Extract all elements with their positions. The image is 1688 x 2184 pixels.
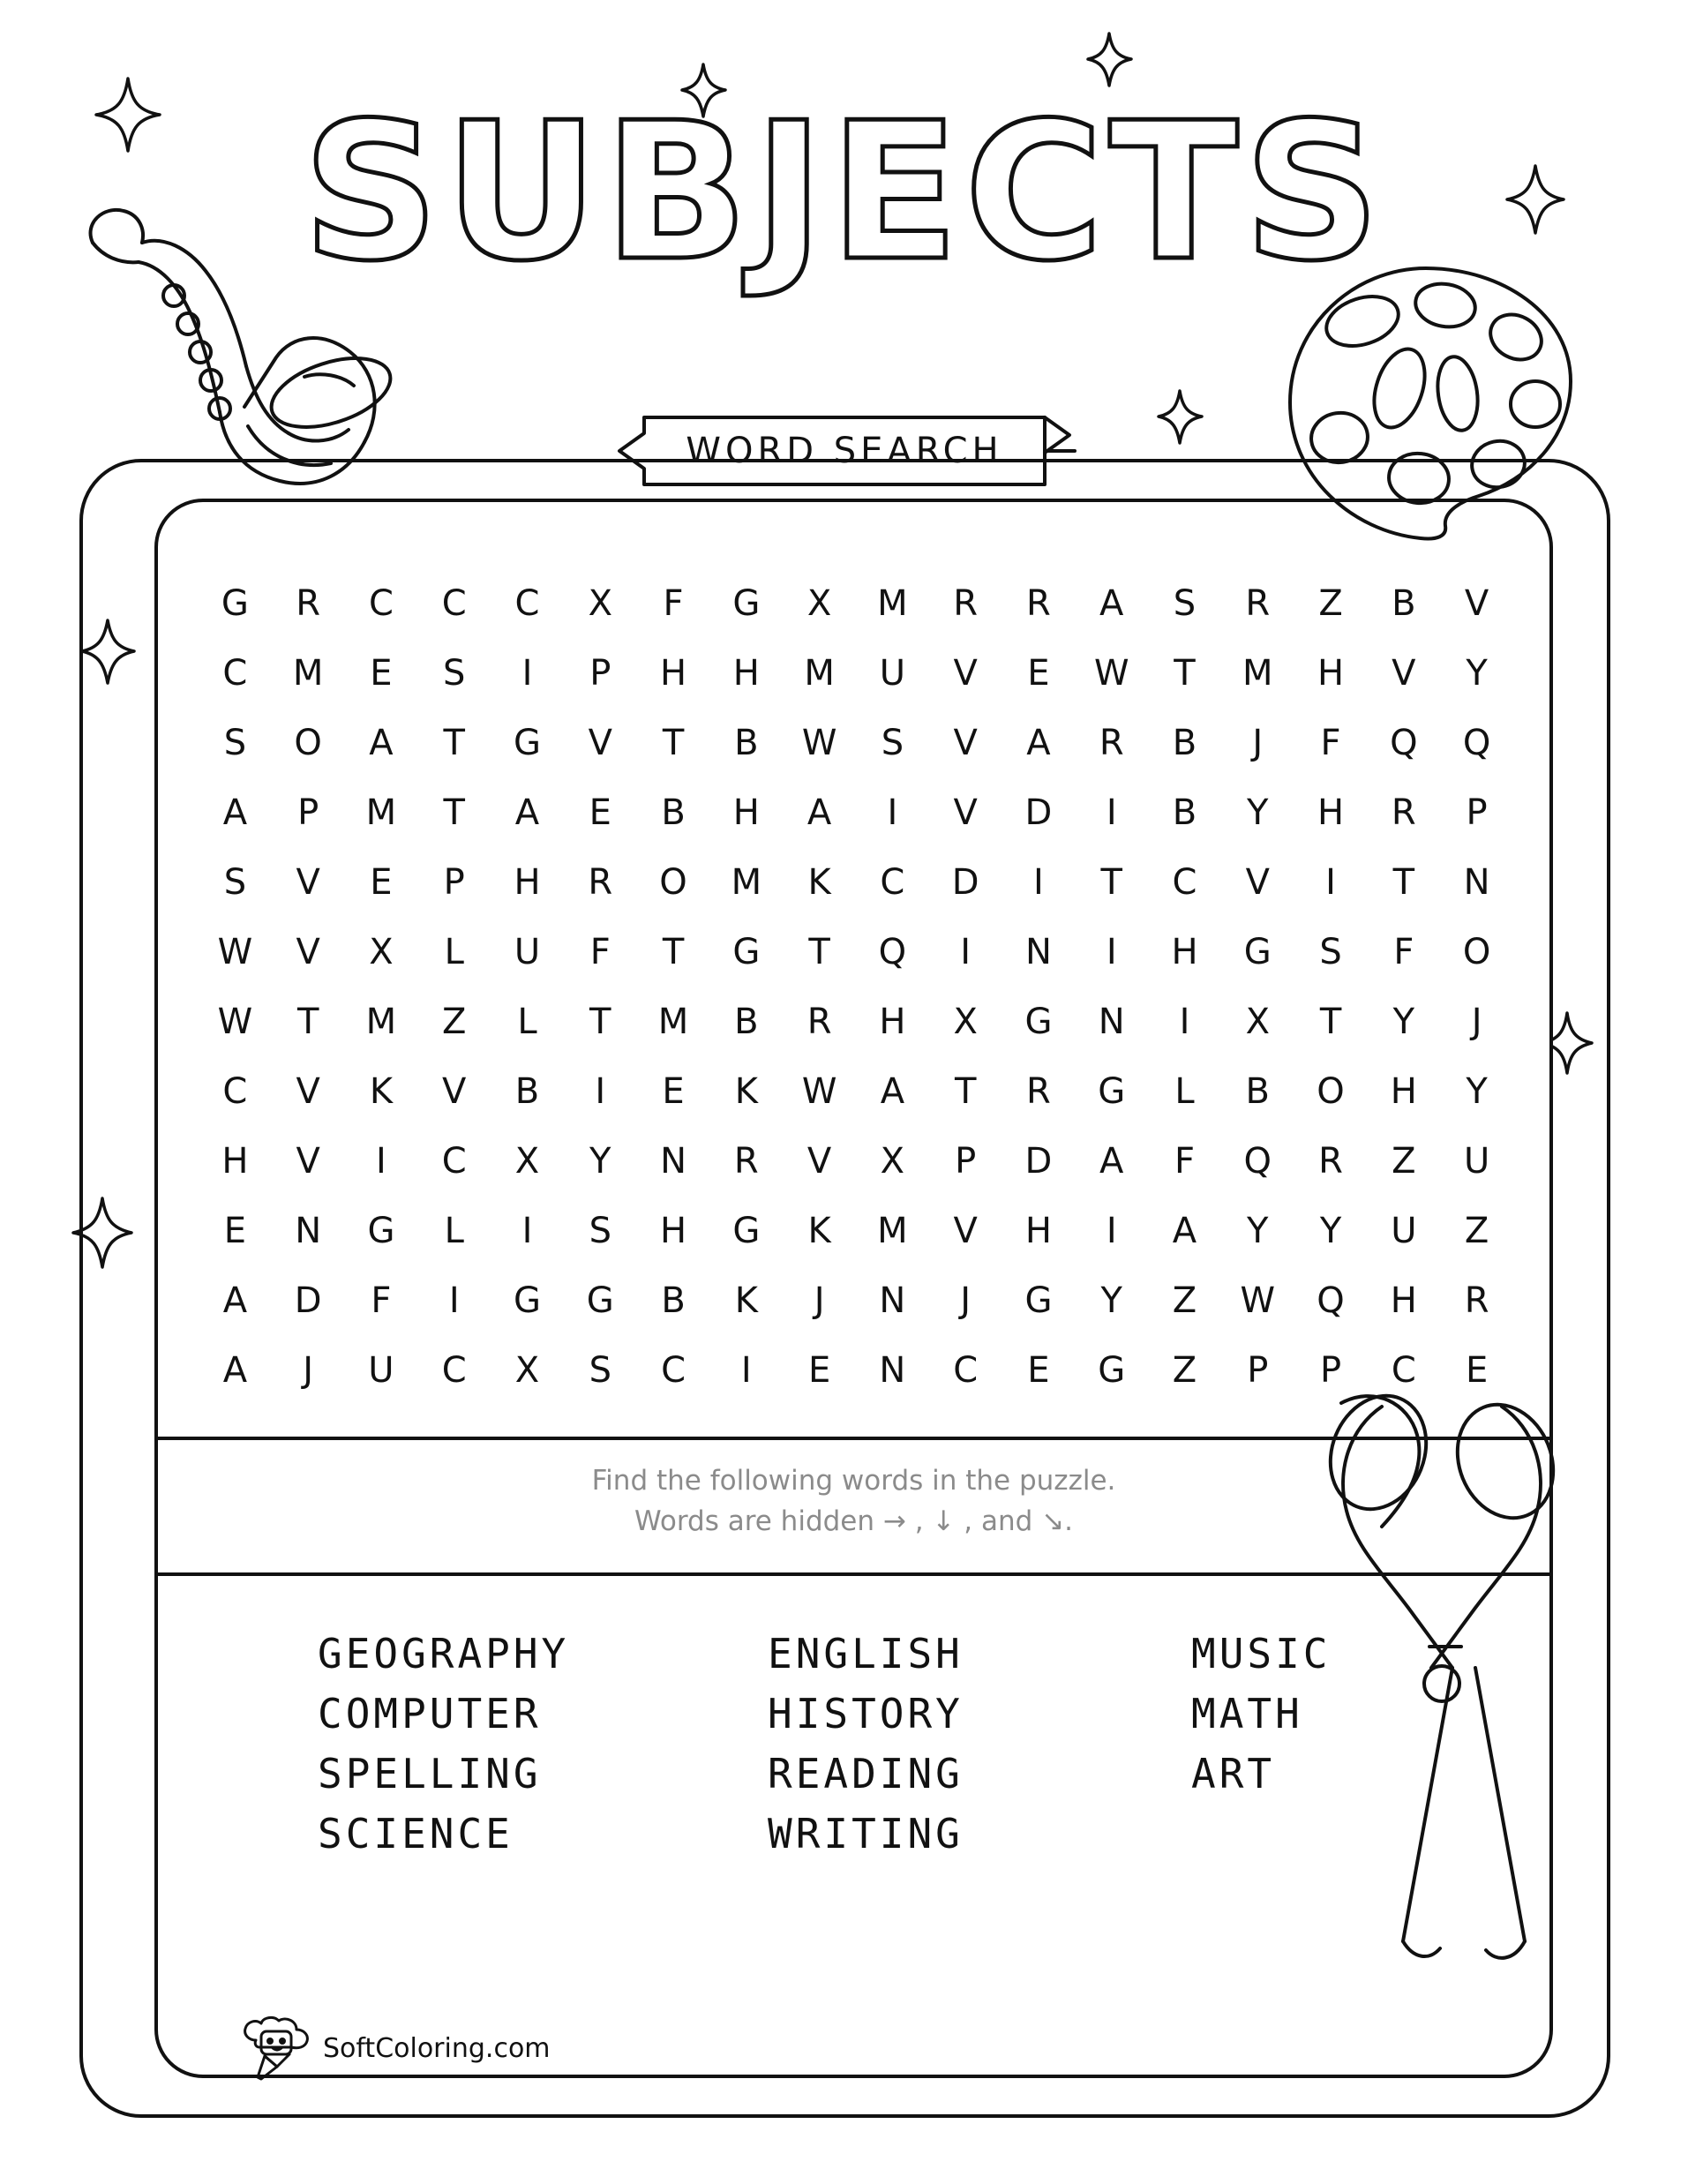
grid-cell: E xyxy=(1465,1350,1489,1391)
grid-cell: V xyxy=(1464,583,1489,624)
grid-cell: H xyxy=(514,862,541,903)
grid-cell: H xyxy=(660,1211,687,1251)
grid-cell: U xyxy=(879,653,906,694)
grid-cell: X xyxy=(588,583,612,624)
grid-cell: X xyxy=(514,1350,540,1391)
grid-cell: I xyxy=(887,792,898,833)
grid-cell: X xyxy=(880,1141,905,1182)
grid-cell: E xyxy=(662,1071,685,1112)
grid-cell: H xyxy=(1390,1280,1417,1321)
grid-cell: J xyxy=(960,1280,972,1321)
grid-cell: S xyxy=(1319,932,1342,972)
grid-cell: G xyxy=(732,583,761,624)
grid-cell: H xyxy=(660,653,687,694)
grid-cell: C xyxy=(880,862,905,903)
grid-cell: C xyxy=(1172,862,1197,903)
grid-cell: A xyxy=(1172,1211,1197,1251)
grid-cell: Q xyxy=(1243,1141,1272,1182)
grid-cell: W xyxy=(1240,1280,1276,1321)
sparkle-star-icon xyxy=(1504,163,1566,236)
word-search-label: WORD SEARCH xyxy=(686,431,1003,471)
grid-cell: L xyxy=(444,1211,464,1251)
grid-cell: S xyxy=(223,862,247,903)
grid-cell: E xyxy=(589,792,611,833)
grid-cell: K xyxy=(734,1071,758,1112)
grid-cell: T xyxy=(1319,1002,1342,1042)
grid-cell: H xyxy=(732,792,760,833)
word-item: ENGLISH xyxy=(768,1630,964,1677)
grid-cell: Y xyxy=(589,1141,611,1182)
grid-cell: O xyxy=(1317,1071,1345,1112)
grid-cell: N xyxy=(879,1280,906,1321)
grid-cell: P xyxy=(297,792,319,833)
word-item: ART xyxy=(1191,1750,1276,1797)
grid-cell: U xyxy=(514,932,541,972)
grid-cell: C xyxy=(441,1141,467,1182)
grid-cell: E xyxy=(1027,653,1050,694)
grid-cell: O xyxy=(659,862,687,903)
grid-cell: R xyxy=(1464,1280,1489,1321)
grid-cell: E xyxy=(370,862,393,903)
grid-cell: Q xyxy=(1462,723,1491,763)
grid-cell: C xyxy=(222,653,248,694)
grid-cell: X xyxy=(1245,1002,1270,1042)
grid-cell: S xyxy=(589,1350,611,1391)
grid-cell: Q xyxy=(1390,723,1418,763)
grid-cell: A xyxy=(514,792,540,833)
word-list-column-3 xyxy=(1191,1624,1465,1864)
grid-cell: N xyxy=(660,1141,686,1182)
word-item: SCIENCE xyxy=(318,1810,514,1858)
sparkle-star-icon xyxy=(679,62,728,119)
grid-cell: T xyxy=(296,1002,319,1042)
sparkle-star-icon xyxy=(1085,31,1134,88)
grid-cell: Y xyxy=(1466,1071,1488,1112)
softcoloring-logo-icon xyxy=(238,2014,314,2083)
grid-cell: Z xyxy=(1318,583,1343,624)
grid-cell: E xyxy=(370,653,393,694)
grid-cell: U xyxy=(368,1350,394,1391)
grid-cell: I xyxy=(1106,1211,1117,1251)
divider-instructions-wordlist xyxy=(154,1572,1553,1576)
grid-cell: F xyxy=(1320,723,1341,763)
grid-cell: G xyxy=(221,583,249,624)
grid-cell: R xyxy=(1026,583,1051,624)
grid-cell: N xyxy=(879,1350,906,1391)
grid-cell: V xyxy=(953,653,978,694)
grid-cell: K xyxy=(807,862,831,903)
grid-cell: L xyxy=(444,932,464,972)
grid-cell: C xyxy=(222,1071,248,1112)
word-item: SPELLING xyxy=(318,1750,542,1797)
grid-cell: I xyxy=(595,1071,606,1112)
grid-cell: Q xyxy=(1317,1280,1345,1321)
grid-cell: S xyxy=(589,1211,611,1251)
grid-cell: F xyxy=(1393,932,1414,972)
grid-cell: P xyxy=(1466,792,1488,833)
word-item: READING xyxy=(768,1750,964,1797)
grid-cell: M xyxy=(877,583,908,624)
grid-cell: G xyxy=(586,1280,614,1321)
grid-cell: M xyxy=(804,653,835,694)
grid-cell: C xyxy=(661,1350,686,1391)
grid-cell: F xyxy=(1174,1141,1195,1182)
grid-cell: V xyxy=(296,932,320,972)
grid-cell: V xyxy=(296,1071,320,1112)
divider-grid-instructions xyxy=(154,1437,1553,1440)
grid-cell: M xyxy=(731,862,762,903)
grid-cell: N xyxy=(1024,932,1052,972)
grid-cell: R xyxy=(1318,1141,1343,1182)
grid-cell: P xyxy=(1247,1350,1269,1391)
grid-cell: H xyxy=(1390,1071,1417,1112)
grid-cell: W xyxy=(217,932,253,972)
grid-cell: I xyxy=(1106,932,1117,972)
grid-cell: A xyxy=(806,792,832,833)
grid-cell: M xyxy=(657,1002,689,1042)
grid-cell: T xyxy=(662,723,685,763)
grid-cell: J xyxy=(1471,1002,1482,1042)
instructions xyxy=(154,1460,1553,1542)
grid-cell: K xyxy=(807,1211,831,1251)
grid-cell: Y xyxy=(1466,653,1488,694)
grid-cell: M xyxy=(1242,653,1273,694)
grid-cell: V xyxy=(1392,653,1416,694)
grid-cell: A xyxy=(1099,583,1124,624)
grid-cell: N xyxy=(1463,862,1490,903)
letter-grid xyxy=(199,569,1513,1406)
grid-cell: H xyxy=(1317,653,1345,694)
grid-cell: X xyxy=(806,583,832,624)
grid-cell: G xyxy=(513,1280,541,1321)
grid-cell: H xyxy=(732,653,760,694)
grid-cell: G xyxy=(367,1211,395,1251)
grid-cell: T xyxy=(662,932,685,972)
word-list-column-1 xyxy=(318,1624,768,1864)
grid-cell: A xyxy=(1026,723,1051,763)
grid-cell: A xyxy=(1099,1141,1124,1182)
grid-cell: P xyxy=(589,653,611,694)
grid-cell: F xyxy=(663,583,684,624)
grid-cell: V xyxy=(953,792,978,833)
grid-cell: Q xyxy=(878,932,907,972)
grid-cell: U xyxy=(1391,1211,1417,1251)
word-list xyxy=(318,1624,1465,1864)
grid-cell: P xyxy=(1319,1350,1342,1391)
brand-footer xyxy=(238,2014,551,2083)
grid-cell: G xyxy=(513,723,541,763)
grid-cell: P xyxy=(443,862,465,903)
grid-cell: Z xyxy=(1172,1350,1197,1391)
grid-cell: D xyxy=(1024,792,1053,833)
grid-cell: C xyxy=(1391,1350,1416,1391)
instructions-line-1: Find the following words in the puzzle. xyxy=(591,1465,1116,1497)
grid-cell: V xyxy=(296,1141,320,1182)
word-item: MUSIC xyxy=(1191,1630,1332,1677)
grid-cell: V xyxy=(806,1141,832,1182)
grid-cell: C xyxy=(441,583,467,624)
grid-cell: S xyxy=(223,723,247,763)
grid-cell: V xyxy=(588,723,612,763)
grid-cell: I xyxy=(521,1211,533,1251)
grid-cell: G xyxy=(1024,1280,1053,1321)
grid-cell: D xyxy=(294,1280,322,1321)
grid-cell: G xyxy=(1243,932,1272,972)
grid-cell: X xyxy=(369,932,394,972)
grid-cell: Z xyxy=(1464,1211,1489,1251)
grid-cell: F xyxy=(589,932,611,972)
grid-cell: T xyxy=(443,723,465,763)
grid-cell: H xyxy=(1171,932,1198,972)
grid-cell: A xyxy=(222,792,248,833)
grid-cell: F xyxy=(371,1280,392,1321)
grid-cell: A xyxy=(222,1280,248,1321)
grid-cell: I xyxy=(376,1141,386,1182)
word-item: GEOGRAPHY xyxy=(318,1630,570,1677)
grid-cell: M xyxy=(292,653,324,694)
grid-cell: R xyxy=(296,583,321,624)
grid-cell: B xyxy=(1245,1071,1270,1112)
grid-cell: K xyxy=(369,1071,394,1112)
grid-cell: I xyxy=(740,1350,752,1391)
grid-cell: I xyxy=(1179,1002,1190,1042)
grid-cell: V xyxy=(1245,862,1270,903)
grid-cell: G xyxy=(732,932,761,972)
grid-cell: M xyxy=(365,792,397,833)
grid-cell: T xyxy=(808,932,830,972)
grid-cell: Y xyxy=(1319,1211,1342,1251)
grid-cell: O xyxy=(294,723,322,763)
grid-cell: B xyxy=(1172,723,1197,763)
grid-cell: J xyxy=(303,1350,314,1391)
grid-cell: O xyxy=(1462,932,1491,972)
grid-cell: N xyxy=(295,1211,322,1251)
grid-cell: R xyxy=(806,1002,832,1042)
grid-cell: D xyxy=(951,862,979,903)
word-list-column-2 xyxy=(768,1624,1191,1864)
grid-cell: Y xyxy=(1247,1211,1269,1251)
grid-cell: Y xyxy=(1247,792,1269,833)
grid-cell: T xyxy=(1100,862,1122,903)
grid-cell: I xyxy=(448,1280,460,1321)
word-item: WRITING xyxy=(768,1810,964,1858)
grid-cell: W xyxy=(801,723,837,763)
grid-cell: X xyxy=(514,1141,540,1182)
grid-cell: B xyxy=(1392,583,1416,624)
brand-name: SoftColoring.com xyxy=(323,2032,551,2064)
grid-cell: B xyxy=(661,1280,686,1321)
grid-cell: B xyxy=(734,723,759,763)
grid-cell: N xyxy=(1098,1002,1125,1042)
grid-cell: V xyxy=(296,862,320,903)
grid-cell: I xyxy=(1106,792,1117,833)
grid-cell: B xyxy=(661,792,686,833)
grid-cell: Z xyxy=(1392,1141,1416,1182)
grid-cell: I xyxy=(1033,862,1044,903)
grid-cell: H xyxy=(1024,1211,1052,1251)
grid-cell: B xyxy=(1172,792,1197,833)
word-item: COMPUTER xyxy=(318,1690,542,1737)
grid-cell: C xyxy=(441,1350,467,1391)
sparkle-star-icon xyxy=(1156,388,1204,446)
grid-cell: H xyxy=(1317,792,1345,833)
grid-cell: T xyxy=(954,1071,977,1112)
grid-cell: C xyxy=(514,583,540,624)
grid-cell: L xyxy=(1174,1071,1195,1112)
grid-cell: T xyxy=(443,792,465,833)
grid-cell: D xyxy=(1024,1141,1053,1182)
grid-cell: V xyxy=(953,1211,978,1251)
grid-cell: K xyxy=(734,1280,758,1321)
grid-cell: I xyxy=(1325,862,1336,903)
instructions-line-2: Words are hidden → , ↓ , and ↘. xyxy=(634,1505,1073,1537)
grid-cell: M xyxy=(365,1002,397,1042)
grid-cell: C xyxy=(368,583,394,624)
grid-cell: V xyxy=(953,723,978,763)
grid-cell: W xyxy=(1093,653,1129,694)
grid-cell: H xyxy=(879,1002,906,1042)
grid-cell: R xyxy=(588,862,613,903)
grid-cell: A xyxy=(222,1350,248,1391)
page-title: SUBJECTS xyxy=(302,81,1386,303)
grid-cell: E xyxy=(223,1211,247,1251)
grid-cell: R xyxy=(1026,1071,1051,1112)
grid-cell: R xyxy=(1391,792,1416,833)
grid-cell: G xyxy=(1098,1350,1126,1391)
grid-cell: S xyxy=(881,723,904,763)
grid-cell: E xyxy=(807,1350,831,1391)
grid-cell: P xyxy=(955,1141,977,1182)
grid-cell: V xyxy=(442,1071,467,1112)
grid-cell: S xyxy=(443,653,466,694)
grid-cell: M xyxy=(877,1211,908,1251)
grid-cell: W xyxy=(801,1071,837,1112)
grid-cell: X xyxy=(953,1002,978,1042)
grid-cell: Y xyxy=(1392,1002,1415,1042)
grid-cell: T xyxy=(1392,862,1415,903)
grid-cell: I xyxy=(521,653,533,694)
word-item: HISTORY xyxy=(768,1690,964,1737)
grid-cell: I xyxy=(960,932,972,972)
grid-cell: G xyxy=(732,1211,761,1251)
grid-cell: B xyxy=(514,1071,540,1112)
grid-cell: W xyxy=(217,1002,253,1042)
grid-cell: U xyxy=(1463,1141,1490,1182)
grid-cell: A xyxy=(369,723,394,763)
word-search-ribbon xyxy=(593,410,1096,492)
grid-cell: J xyxy=(814,1280,825,1321)
grid-cell: R xyxy=(953,583,979,624)
grid-cell: E xyxy=(1027,1350,1050,1391)
grid-cell: A xyxy=(880,1071,905,1112)
grid-cell: B xyxy=(734,1002,759,1042)
grid-cell: G xyxy=(1024,1002,1053,1042)
grid-cell: T xyxy=(589,1002,611,1042)
grid-cell: Z xyxy=(1172,1280,1197,1321)
grid-cell: R xyxy=(733,1141,759,1182)
grid-cell: R xyxy=(1245,583,1271,624)
word-item: MATH xyxy=(1191,1690,1303,1737)
grid-cell: Y xyxy=(1100,1280,1122,1321)
grid-cell: T xyxy=(1174,653,1196,694)
grid-cell: R xyxy=(1099,723,1124,763)
grid-cell: H xyxy=(221,1141,249,1182)
grid-cell: L xyxy=(517,1002,537,1042)
grid-cell: J xyxy=(1252,723,1264,763)
page-title-wrapper xyxy=(0,81,1688,303)
grid-cell: Z xyxy=(442,1002,467,1042)
grid-cell: S xyxy=(1173,583,1197,624)
sparkle-star-icon xyxy=(93,75,163,154)
grid-cell: G xyxy=(1098,1071,1126,1112)
grid-cell: C xyxy=(953,1350,979,1391)
